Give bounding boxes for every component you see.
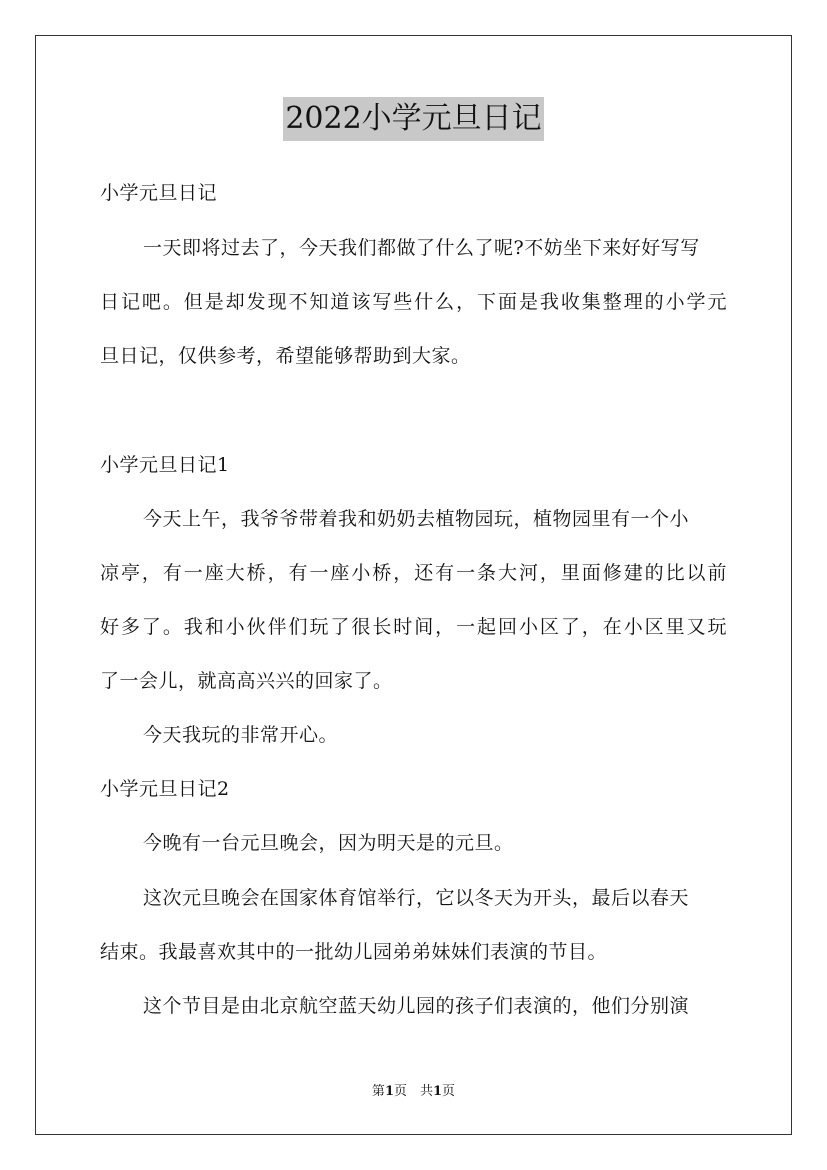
- paragraph-line: 结束。我最喜欢其中的一批幼儿园弟弟妹妹们表演的节目。: [100, 941, 608, 963]
- document-title: 2022小学元旦日记: [283, 97, 543, 141]
- section-heading-1: 小学元旦日记1: [100, 454, 230, 476]
- footer-mid: 页 共: [393, 1084, 433, 1099]
- paragraph-line: 日记吧。但是却发现不知道该写些什么，下面是我收集整理的小学元: [100, 291, 727, 313]
- paragraph-line: 今天我玩的非常开心。: [143, 724, 339, 746]
- paragraph-line: 一天即将过去了，今天我们都做了什么了呢?不妨坐下来好好写写: [143, 237, 700, 259]
- paragraph-line: 这次元旦晚会在国家体育馆举行，它以冬天为开头，最后以春天: [143, 887, 690, 909]
- paragraph-line: 这个节目是由北京航空蓝天幼儿园的孩子们表演的，他们分别演: [143, 995, 690, 1017]
- paragraph-line: 好多了。我和小伙伴们玩了很长时间，一起回小区了，在小区里又玩: [100, 616, 727, 638]
- footer-suffix: 页: [442, 1084, 456, 1099]
- footer-page-total: 1: [433, 1084, 443, 1099]
- title-container: [0, 97, 827, 141]
- intro-heading: 小学元旦日记: [100, 182, 218, 204]
- paragraph-line: 凉亭，有一座大桥，有一座小桥，还有一条大河，里面修建的比以前: [100, 562, 727, 584]
- paragraph-line: 了一会儿，就高高兴兴的回家了。: [100, 670, 393, 692]
- page-footer: [0, 1083, 827, 1101]
- footer-page-number: 1: [384, 1084, 394, 1099]
- paragraph-line: 旦日记，仅供参考，希望能够帮助到大家。: [100, 345, 471, 367]
- paragraph-line: 今晚有一台元旦晚会，因为明天是的元旦。: [143, 832, 514, 854]
- footer-prefix: 第: [371, 1084, 385, 1099]
- section-heading-2: 小学元旦日记2: [100, 778, 230, 800]
- paragraph-line: 今天上午，我爷爷带着我和奶奶去植物园玩，植物园里有一个小: [143, 508, 690, 530]
